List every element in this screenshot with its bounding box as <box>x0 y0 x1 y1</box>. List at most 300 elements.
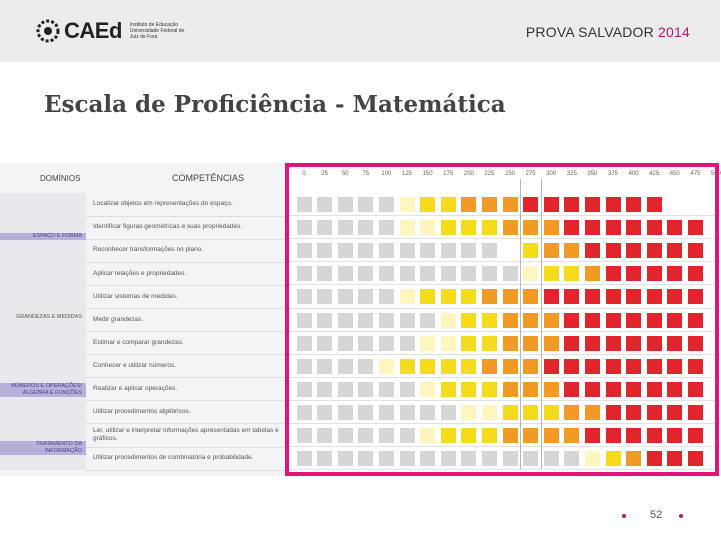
level-cell <box>482 289 497 304</box>
level-cell <box>297 220 312 235</box>
level-cell <box>523 313 538 328</box>
scale-tick: 175 <box>443 171 454 177</box>
domains-header: DOMÍNIOS <box>40 173 81 183</box>
level-cell <box>482 313 497 328</box>
level-cell <box>461 382 476 397</box>
scale-tick: 475 <box>690 171 701 177</box>
level-cell <box>626 220 641 235</box>
footer-dot-left <box>622 514 626 518</box>
level-cell <box>379 197 394 212</box>
level-cell <box>544 220 559 235</box>
level-cell <box>338 289 353 304</box>
level-cell <box>358 289 373 304</box>
level-cell <box>667 220 682 235</box>
scale-tick: 400 <box>628 171 639 177</box>
row-divider <box>288 400 720 401</box>
level-cell <box>317 313 332 328</box>
level-cell <box>503 243 518 258</box>
scale-tick: 150 <box>422 171 433 177</box>
level-cell <box>606 266 621 281</box>
level-cell <box>667 289 682 304</box>
level-cell <box>379 359 394 374</box>
level-cell <box>523 405 538 420</box>
level-cell <box>544 243 559 258</box>
level-cell <box>564 451 579 466</box>
level-cell <box>585 382 600 397</box>
level-cell <box>688 313 703 328</box>
level-cell <box>688 220 703 235</box>
level-cell <box>379 405 394 420</box>
level-cell <box>564 359 579 374</box>
domain-label: ESPAÇO E FORMA <box>0 233 86 240</box>
level-cell <box>606 289 621 304</box>
slide-title: Escala de Proficiência - Matemática <box>44 91 506 118</box>
level-cell <box>564 197 579 212</box>
level-cell <box>420 336 435 351</box>
level-cell <box>544 266 559 281</box>
level-cell <box>667 359 682 374</box>
scale-tick: 200 <box>463 171 474 177</box>
level-cell <box>503 405 518 420</box>
level-cell <box>626 451 641 466</box>
level-cell <box>667 243 682 258</box>
level-cell <box>688 336 703 351</box>
level-cell <box>379 451 394 466</box>
prova-year: 2014 <box>658 24 690 40</box>
level-cell <box>544 313 559 328</box>
level-cell <box>461 197 476 212</box>
level-cell <box>564 428 579 443</box>
level-cell <box>379 289 394 304</box>
level-cell <box>647 220 662 235</box>
level-cell <box>420 382 435 397</box>
level-cell <box>317 428 332 443</box>
level-cell <box>585 451 600 466</box>
level-cell <box>400 405 415 420</box>
level-cell <box>667 313 682 328</box>
level-cell <box>297 405 312 420</box>
level-cell <box>585 289 600 304</box>
level-cell <box>441 359 456 374</box>
level-cell <box>544 428 559 443</box>
level-cell <box>358 243 373 258</box>
level-cell <box>420 266 435 281</box>
level-cell <box>482 220 497 235</box>
level-cell <box>358 451 373 466</box>
level-cell <box>317 220 332 235</box>
competency-row: Estimar e comparar grandezas. <box>86 332 288 356</box>
level-cell <box>626 197 641 212</box>
row-divider <box>288 308 720 309</box>
level-cell <box>358 313 373 328</box>
level-cell <box>441 197 456 212</box>
scale-tick: 25 <box>321 171 328 177</box>
level-cell <box>667 405 682 420</box>
level-cell <box>647 359 662 374</box>
level-cell <box>503 336 518 351</box>
row-divider <box>288 284 720 285</box>
level-cell <box>626 382 641 397</box>
level-cell <box>379 313 394 328</box>
level-cell <box>626 336 641 351</box>
domain-label: TRATAMENTO DA INFORMAÇÃO <box>0 441 86 455</box>
logo-name: CAEd <box>64 18 122 43</box>
domain-label: NÚMEROS E OPERAÇÕES/ ÁLGEBRA E FUNÇÕES <box>0 383 86 397</box>
level-cell <box>523 382 538 397</box>
level-cell <box>461 359 476 374</box>
row-divider <box>288 423 720 424</box>
scale-tick: 0 <box>302 171 306 177</box>
level-cell <box>461 428 476 443</box>
level-cell <box>441 382 456 397</box>
scale-grid <box>288 163 720 476</box>
domain-column <box>0 193 86 470</box>
level-cell <box>441 313 456 328</box>
level-cell <box>503 382 518 397</box>
level-cell <box>606 336 621 351</box>
level-cell <box>544 359 559 374</box>
competency-row: Aplicar relações e propriedades. <box>86 262 288 286</box>
level-cell <box>544 289 559 304</box>
level-cell <box>523 220 538 235</box>
level-cell <box>688 266 703 281</box>
competency-row: Utilizar sistemas de medidas. <box>86 285 288 309</box>
level-cell <box>688 359 703 374</box>
level-cell <box>688 451 703 466</box>
level-cell <box>606 451 621 466</box>
level-cell <box>626 243 641 258</box>
level-cell <box>606 220 621 235</box>
level-cell <box>317 382 332 397</box>
row-divider <box>288 238 720 239</box>
scale-tick: 300 <box>546 171 557 177</box>
level-cell <box>297 197 312 212</box>
level-cell <box>606 243 621 258</box>
reference-line <box>520 179 521 469</box>
level-cell <box>606 405 621 420</box>
level-cell <box>544 405 559 420</box>
level-cell <box>667 428 682 443</box>
level-cell <box>379 428 394 443</box>
level-cell <box>338 382 353 397</box>
logo-subtitle: Instituto de Educação Universidade Federal de Juiz de Fora <box>129 22 185 40</box>
row-divider <box>288 354 720 355</box>
row-divider <box>288 261 720 262</box>
level-cell <box>482 382 497 397</box>
level-cell <box>317 336 332 351</box>
level-cell <box>441 336 456 351</box>
scale-left-panel <box>0 163 288 476</box>
competencies-header: COMPETÊNCIAS <box>172 173 245 183</box>
level-cell <box>647 428 662 443</box>
level-cell <box>564 243 579 258</box>
level-cell <box>606 313 621 328</box>
level-cell <box>482 428 497 443</box>
competency-row: Utilizar procedimentos de combinatória e probabilidade. <box>86 447 288 471</box>
level-cell <box>688 382 703 397</box>
scale-tick: 225 <box>484 171 495 177</box>
level-cell <box>441 451 456 466</box>
level-cell <box>400 197 415 212</box>
level-cell <box>585 313 600 328</box>
scale-tick: 375 <box>607 171 619 177</box>
competency-row: Realizar e aplicar operações. <box>86 378 288 402</box>
level-cell <box>688 289 703 304</box>
level-cell <box>585 405 600 420</box>
level-cell <box>317 197 332 212</box>
level-cell <box>667 336 682 351</box>
level-cell <box>338 266 353 281</box>
level-cell <box>317 266 332 281</box>
prova-name: PROVA SALVADOR <box>525 24 654 40</box>
level-cell <box>564 313 579 328</box>
level-cell <box>564 405 579 420</box>
level-cell <box>338 197 353 212</box>
level-cell <box>400 359 415 374</box>
competency-row: Conhecer e utilizar números. <box>86 355 288 379</box>
level-cell <box>647 266 662 281</box>
scale-tick: 50 <box>341 171 349 177</box>
level-cell <box>482 266 497 281</box>
scale-tick: 350 <box>587 171 598 177</box>
level-cell <box>441 243 456 258</box>
level-cell <box>358 336 373 351</box>
level-cell <box>297 313 312 328</box>
level-cell <box>297 336 312 351</box>
row-divider <box>288 446 720 447</box>
level-cell <box>544 336 559 351</box>
level-cell <box>358 197 373 212</box>
level-cell <box>523 359 538 374</box>
level-cell <box>297 289 312 304</box>
level-cell <box>667 451 682 466</box>
level-cell <box>688 428 703 443</box>
level-cell <box>482 336 497 351</box>
level-cell <box>297 451 312 466</box>
row-divider <box>288 469 720 470</box>
level-cell <box>544 382 559 397</box>
level-cell <box>482 243 497 258</box>
domain-label: GRANDEZAS E MEDIDAS <box>15 314 82 321</box>
level-cell <box>317 359 332 374</box>
level-cell <box>585 266 600 281</box>
caed-logo <box>36 18 192 44</box>
level-cell <box>379 382 394 397</box>
level-cell <box>400 313 415 328</box>
scale-tick: 250 <box>504 171 516 177</box>
level-cell <box>379 336 394 351</box>
level-cell <box>647 197 662 212</box>
level-cell <box>461 451 476 466</box>
level-cell <box>400 220 415 235</box>
level-cell <box>667 266 682 281</box>
header-band <box>0 0 720 62</box>
level-cell <box>338 428 353 443</box>
level-cell <box>400 289 415 304</box>
caed-logo-icon <box>36 19 60 43</box>
competency-row: Medir grandezas. <box>86 309 288 333</box>
level-cell <box>647 382 662 397</box>
level-cell <box>338 359 353 374</box>
scale-tick: 425 <box>649 171 660 177</box>
level-cell <box>564 220 579 235</box>
level-cell <box>400 451 415 466</box>
level-cell <box>297 243 312 258</box>
level-cell <box>379 220 394 235</box>
level-cell <box>441 289 456 304</box>
level-cell <box>564 266 579 281</box>
level-cell <box>503 197 518 212</box>
level-cell <box>503 220 518 235</box>
level-cell <box>400 243 415 258</box>
level-cell <box>297 428 312 443</box>
level-cell <box>461 243 476 258</box>
level-cell <box>626 289 641 304</box>
level-cell <box>688 243 703 258</box>
level-cell <box>338 451 353 466</box>
row-divider <box>288 215 720 216</box>
level-cell <box>482 451 497 466</box>
level-cell <box>358 382 373 397</box>
level-cell <box>626 313 641 328</box>
level-cell <box>461 405 476 420</box>
level-cell <box>420 451 435 466</box>
level-cell <box>441 405 456 420</box>
level-cell <box>420 359 435 374</box>
proficiency-scale <box>0 163 720 476</box>
level-cell <box>482 359 497 374</box>
level-cell <box>420 197 435 212</box>
competency-row: Utilizar procedimentos algébricos. <box>86 401 288 425</box>
level-cell <box>647 336 662 351</box>
level-cell <box>482 197 497 212</box>
level-cell <box>461 220 476 235</box>
level-cell <box>626 266 641 281</box>
scale-tick: 100 <box>381 171 392 177</box>
level-cell <box>606 382 621 397</box>
level-cell <box>606 428 621 443</box>
level-cell <box>523 243 538 258</box>
level-cell <box>503 428 518 443</box>
level-cell <box>647 289 662 304</box>
level-cell <box>667 382 682 397</box>
scale-tick: 450 <box>669 171 680 177</box>
level-cell <box>420 405 435 420</box>
reference-line <box>541 179 542 469</box>
level-cell <box>585 197 600 212</box>
level-cell <box>297 266 312 281</box>
level-cell <box>379 243 394 258</box>
level-cell <box>544 451 559 466</box>
level-cell <box>647 405 662 420</box>
level-cell <box>688 405 703 420</box>
level-cell <box>338 313 353 328</box>
level-cell <box>441 220 456 235</box>
competency-row: Identificar figuras geométricas e suas propriedades. <box>86 216 288 240</box>
level-cell <box>606 197 621 212</box>
level-cell <box>503 266 518 281</box>
level-cell <box>523 197 538 212</box>
level-cell <box>647 243 662 258</box>
competency-row: Reconhecer transformações no plano. <box>86 239 288 263</box>
scale-tick: 125 <box>401 171 413 177</box>
level-cell <box>564 382 579 397</box>
level-cell <box>523 428 538 443</box>
level-cell <box>420 428 435 443</box>
prova-label <box>526 24 690 40</box>
level-cell <box>585 336 600 351</box>
level-cell <box>420 313 435 328</box>
level-cell <box>564 289 579 304</box>
level-cell <box>503 313 518 328</box>
level-cell <box>400 336 415 351</box>
level-cell <box>338 336 353 351</box>
level-cell <box>461 266 476 281</box>
level-cell <box>523 336 538 351</box>
level-cell <box>338 405 353 420</box>
footer-dot-right <box>679 514 683 518</box>
level-cell <box>297 382 312 397</box>
scale-tick: 75 <box>362 171 370 177</box>
level-cell <box>441 266 456 281</box>
level-cell <box>626 428 641 443</box>
level-cell <box>338 220 353 235</box>
level-cell <box>420 220 435 235</box>
level-cell <box>503 359 518 374</box>
level-cell <box>358 359 373 374</box>
level-cell <box>400 266 415 281</box>
competency-row: Ler, utilizar e interpretar informações apresentadas em tabelas e gráficos. <box>86 424 288 448</box>
level-cell <box>420 243 435 258</box>
level-cell <box>564 336 579 351</box>
competency-row: Localizar objetos em representações do espaço. <box>86 193 288 217</box>
level-cell <box>420 289 435 304</box>
level-cell <box>400 382 415 397</box>
page-number: 52 <box>650 509 663 521</box>
level-cell <box>461 336 476 351</box>
level-cell <box>626 405 641 420</box>
level-cell <box>503 289 518 304</box>
level-cell <box>585 243 600 258</box>
scale-tick: 275 <box>525 171 536 177</box>
level-cell <box>461 313 476 328</box>
level-cell <box>647 451 662 466</box>
row-divider <box>288 331 720 332</box>
level-cell <box>523 289 538 304</box>
scale-tick: 500 <box>710 171 721 177</box>
level-cell <box>379 266 394 281</box>
level-cell <box>317 289 332 304</box>
level-cell <box>585 428 600 443</box>
level-cell <box>358 266 373 281</box>
level-cell <box>482 405 497 420</box>
level-cell <box>503 451 518 466</box>
scale-tick: 325 <box>566 171 577 177</box>
level-cell <box>523 451 538 466</box>
level-cell <box>461 289 476 304</box>
level-cell <box>400 428 415 443</box>
level-cell <box>358 428 373 443</box>
level-cell <box>544 197 559 212</box>
level-cell <box>358 405 373 420</box>
row-divider <box>288 377 720 378</box>
level-cell <box>338 243 353 258</box>
level-cell <box>317 451 332 466</box>
level-cell <box>606 359 621 374</box>
level-cell <box>647 313 662 328</box>
level-cell <box>585 359 600 374</box>
level-cell <box>626 359 641 374</box>
